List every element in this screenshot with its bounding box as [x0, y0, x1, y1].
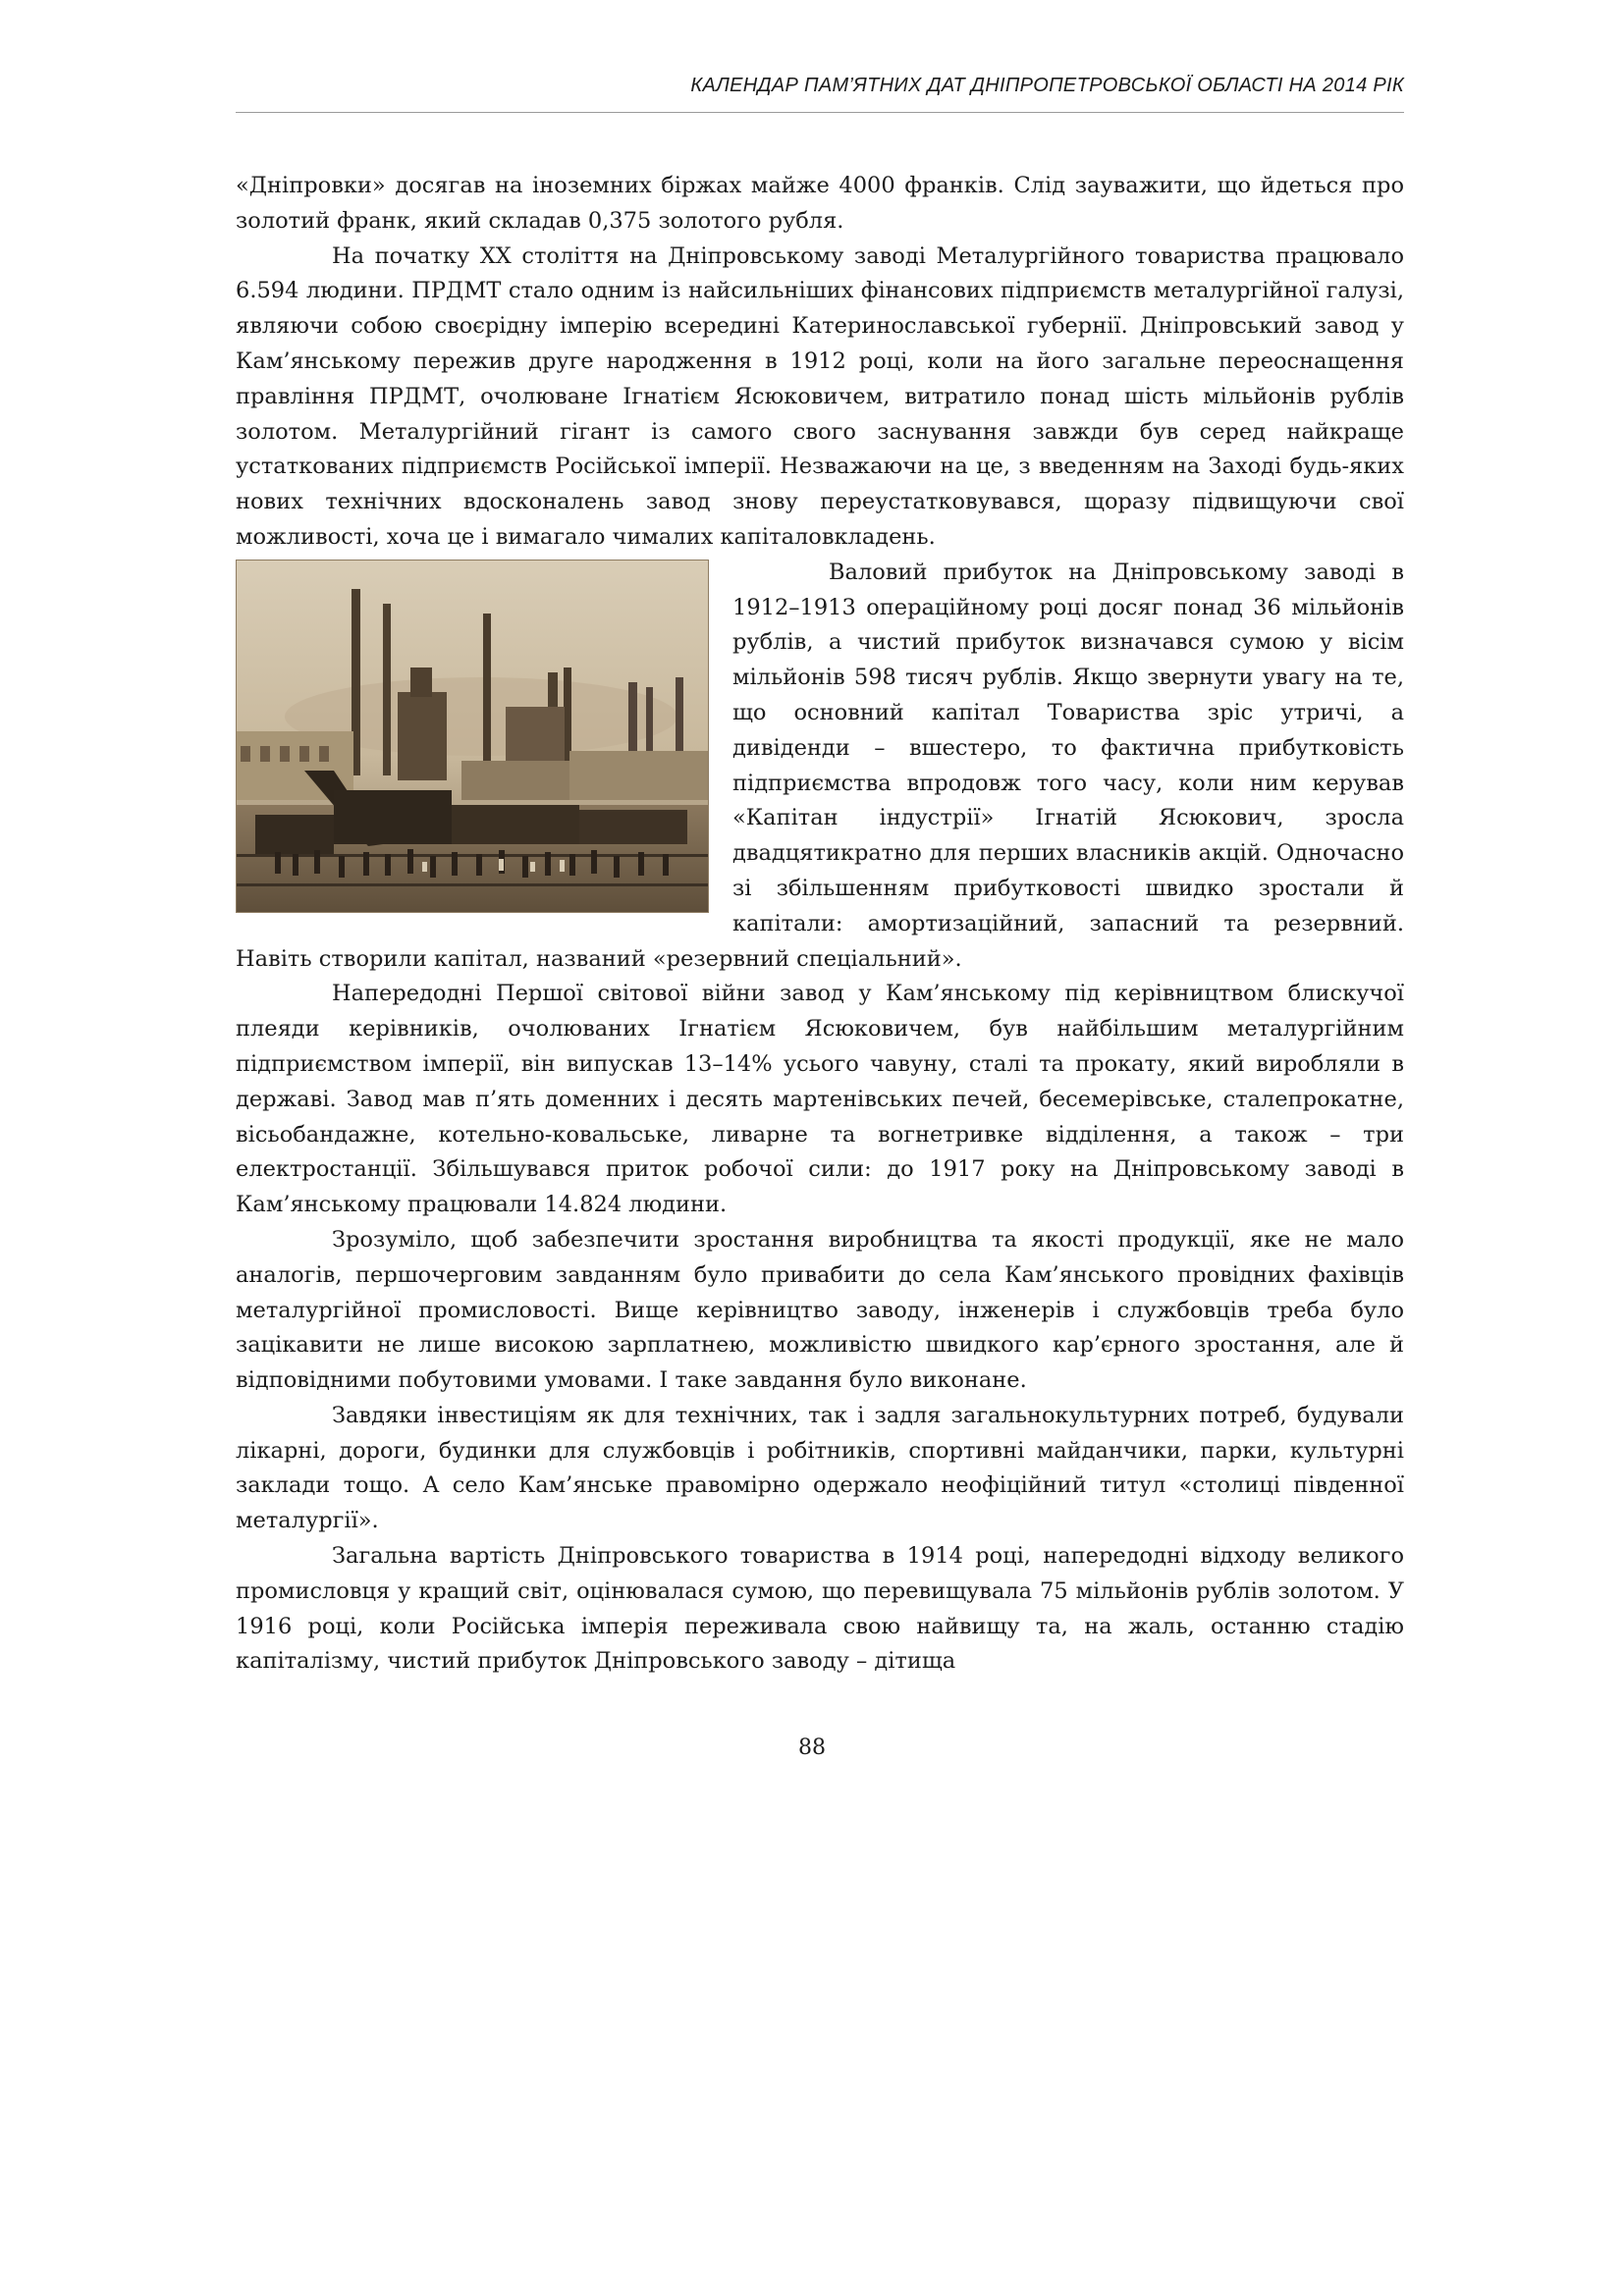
paragraph-7: Загальна вартість Дніпровського товариства в 1914 році, напередодні відходу великого промисловця у кращий світ, оцінювалася сумою, що перевищувала 75 мільйонів рублів золотом. У 1916 році, коли Російська імперія переживала свою найвищу та, на жаль, останню стадію капіталізму, чистий прибуток Дніпровського заводу – дітища	[236, 1543, 1404, 1675]
running-header: КАЛЕНДАР ПАМ’ЯТНИХ ДАТ ДНІПРОПЕТРОВСЬКОЇ ОБЛАСТІ НА 2014 РІК	[690, 75, 1404, 96]
header-rule	[236, 112, 1404, 113]
factory-photo	[236, 560, 709, 913]
paragraph-6: Завдяки інвестиціям як для технічних, так і задля загальнокультурних потреб, будували лікарні, дороги, будинки для службовців і робітників, спортивні майданчики, парки, культурні заклади тощо. А село Кам’янське правомірно одержало неофіційний титул «столиці південної металургії».	[236, 1402, 1404, 1534]
body-text	[236, 169, 1404, 1680]
factory-photo-image	[236, 560, 709, 913]
page-number: 88	[798, 1735, 826, 1760]
paragraph-4: Напередодні Першої світової війни завод у Кам’янському під керівництвом блискучої плеяди керівників, очолюваних Ігнатієм Ясюковичем, був найбільшим металургійним підприємством імперії, він випускав 13–14% усього чавуну, сталі та прокату, який виробляли в державі. Завод мав п’ять доменних і десять мартенівських печей, бесемерівське, сталепрокатне, вісьобандажне, котельно-ковальське, ливарне та вогнетривке відділення, а також – три електростанції. Збільшувався приток робочої сили: до 1917 року на Дніпровському заводі в Кам’янському працювали 14.824 людини.	[236, 981, 1404, 1218]
paragraph-3: Валовий прибуток на Дніпровському заводі в 1912–1913 операційному році досяг понад 36 мільйонів рублів, а чистий прибуток визначався сумою у вісім мільйонів 598 тисяч рублів. Якщо звернути увагу на те, що основний капітал Товариства зріс утричі, а дивіденди – вшестеро, то фактична прибутковість підприємства впродовж того часу, коли ним керував «Капітан індустрії» Ігнатій Ясюкович, зросла двадцятикратно для перших власників акцій. Одночасно зі збільшенням прибутковості швидко зростали й капітали: амортизаційний, запасний та резервний. Навіть створили капітал, названий «резервний спеціальний».	[236, 559, 1404, 972]
paragraph-1: «Дніпровки» досягав на іноземних біржах майже 4000 франків. Слід зауважити, що йдеться про золотий франк, який складав 0,375 золотого рубля.	[236, 173, 1404, 234]
paragraph-2: На початку XX століття на Дніпровському заводі Металургійного товариства працювало 6.594 людини. ПРДМТ стало одним із найсильніших фінансових підприємств металургійної галузі, являючи собою своєрідну імперію всередині Катеринославської губернії. Дніпровський завод у Кам’янському пережив друге народження в 1912 році, коли на його загальне переоснащення правління ПРДМТ, очолюване Ігнатієм Ясюковичем, витратило понад шість мільйонів рублів золотом. Металургійний гігант із самого свого заснування завжди був серед найкраще устаткованих підприємств Російської імперії. Незважаючи на це, з введенням на Заході будь-яких нових технічних вдосконалень завод знову переустатковувався, щоразу підвищуючи свої можливості, хоча це і вимагало чималих капіталовкладень.	[236, 242, 1404, 550]
paragraph-5: Зрозуміло, щоб забезпечити зростання виробництва та якості продукції, яке не мало аналогів, першочерговим завданням було привабити до села Кам’янського провідних фахівців металургійної промисловості. Вище керівництво заводу, інженерів і службовців треба було зацікавити не лише високою зарплатнею, можливістю швидкого кар’єрного зростання, але й відповідними побутовими умовами. І таке завдання було виконане.	[236, 1226, 1404, 1394]
